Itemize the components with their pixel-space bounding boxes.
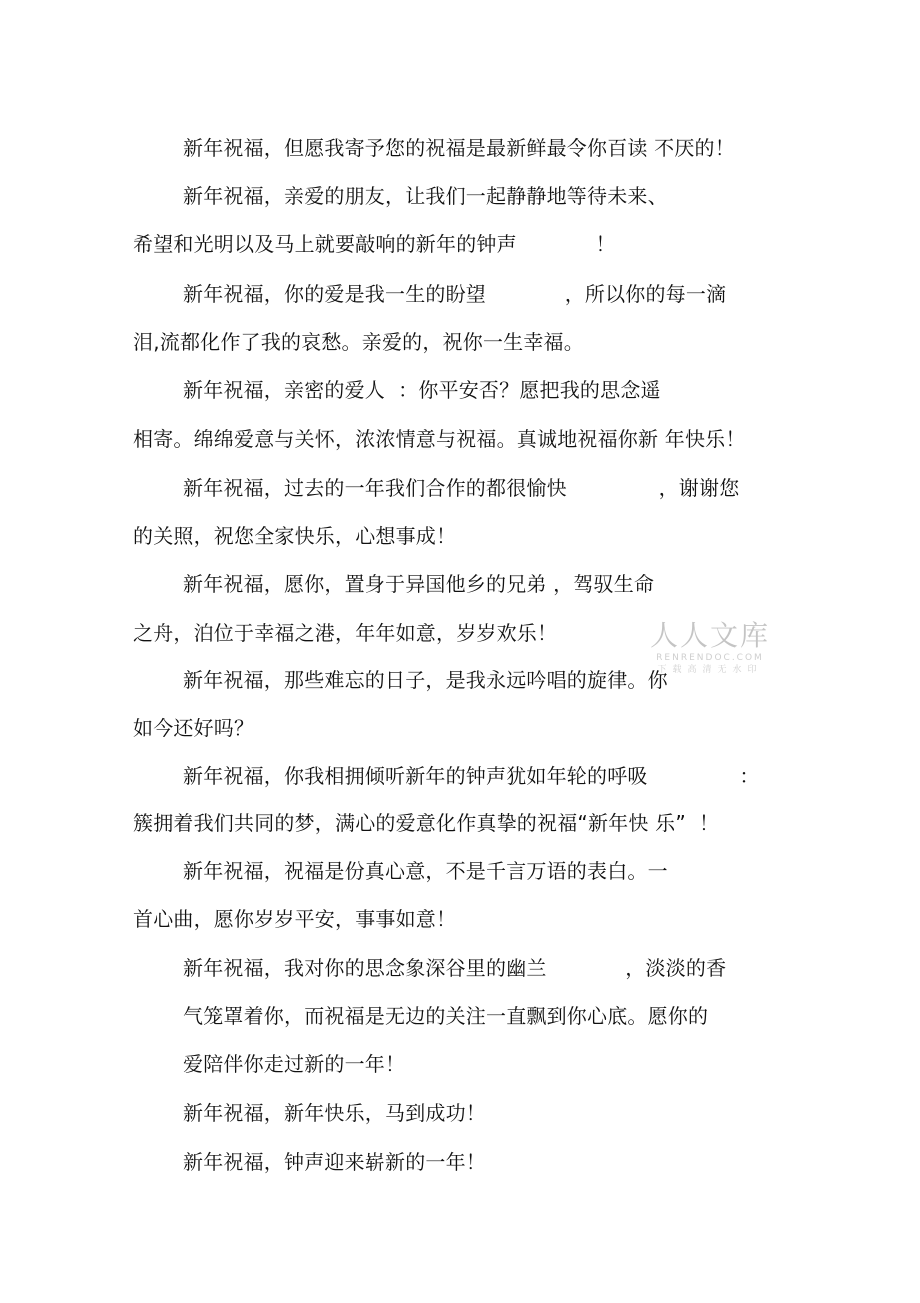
text-line: 新年祝福，那些难忘的日子，是我永远吟唱的旋律。你 <box>183 668 668 692</box>
text-line: 如今还好吗？ <box>133 716 255 740</box>
text-line: 相寄。绵绵爱意与关怀，浓浓情意与祝福。真诚地祝福你新 年快乐！ <box>133 427 746 451</box>
text-line: 气笼罩着你，而祝福是无边的关注一直飘到你心底。愿你的 <box>183 1004 709 1028</box>
text-line: 新年祝福，祝福是份真心意，不是千言万语的表白。一 <box>183 859 668 883</box>
text-line: 新年祝福，我对你的思念象深谷里的幽兰 ，淡淡的香 <box>183 956 727 980</box>
watermark <box>640 620 780 682</box>
text-line: 簇拥着我们共同的梦，满心的爱意化作真挚的祝福“新年快 乐” ！ <box>133 811 720 835</box>
text-line: 首心曲，愿你岁岁平安，事事如意！ <box>133 907 457 931</box>
text-line: 新年祝福，你我相拥倾听新年的钟声犹如年轮的呼吸 ： <box>183 764 760 788</box>
text-line: 新年祝福，亲密的爱人 ：你平安否？愿把我的思念遥 <box>183 378 661 402</box>
text-line: 泪,流都化作了我的哀愁。亲爱的，祝你一生幸福。 <box>133 330 584 354</box>
watermark-subtitle: 下载高清无水印 <box>657 665 763 675</box>
text-line: 新年祝福，新年快乐，马到成功！ <box>183 1101 486 1125</box>
text-line: 之舟，泊位于幸福之港，年年如意，岁岁欢乐！ <box>133 621 558 645</box>
text-line: 的关照，祝您全家快乐，心想事成！ <box>133 524 457 548</box>
text-line: 新年祝福，钟声迎来崭新的一年！ <box>183 1150 486 1174</box>
text-line: 新年祝福，你的爱是我一生的盼望 ，所以你的每一滴 <box>183 282 727 306</box>
text-line: 新年祝福，但愿我寄予您的祝福是最新鲜最令你百读 不厌的！ <box>183 136 735 160</box>
watermark-url: RENRENDOC.COM <box>656 653 764 663</box>
watermark-title: 人人文库 <box>649 619 770 652</box>
text-line: 新年祝福，愿你，置身于异国他乡的兄弟 ，驾驭生命 <box>183 572 655 596</box>
text-line: 新年祝福，过去的一年我们合作的都很愉快 ，谢谢您 <box>183 476 740 500</box>
text-line: 新年祝福，亲爱的朋友，让我们一起静静地等待未来、 <box>183 184 668 208</box>
text-line: 希望和光明以及马上就要敲响的新年的钟声 ！ <box>133 232 616 256</box>
text-line: 爱陪伴你走过新的一年！ <box>183 1052 406 1076</box>
